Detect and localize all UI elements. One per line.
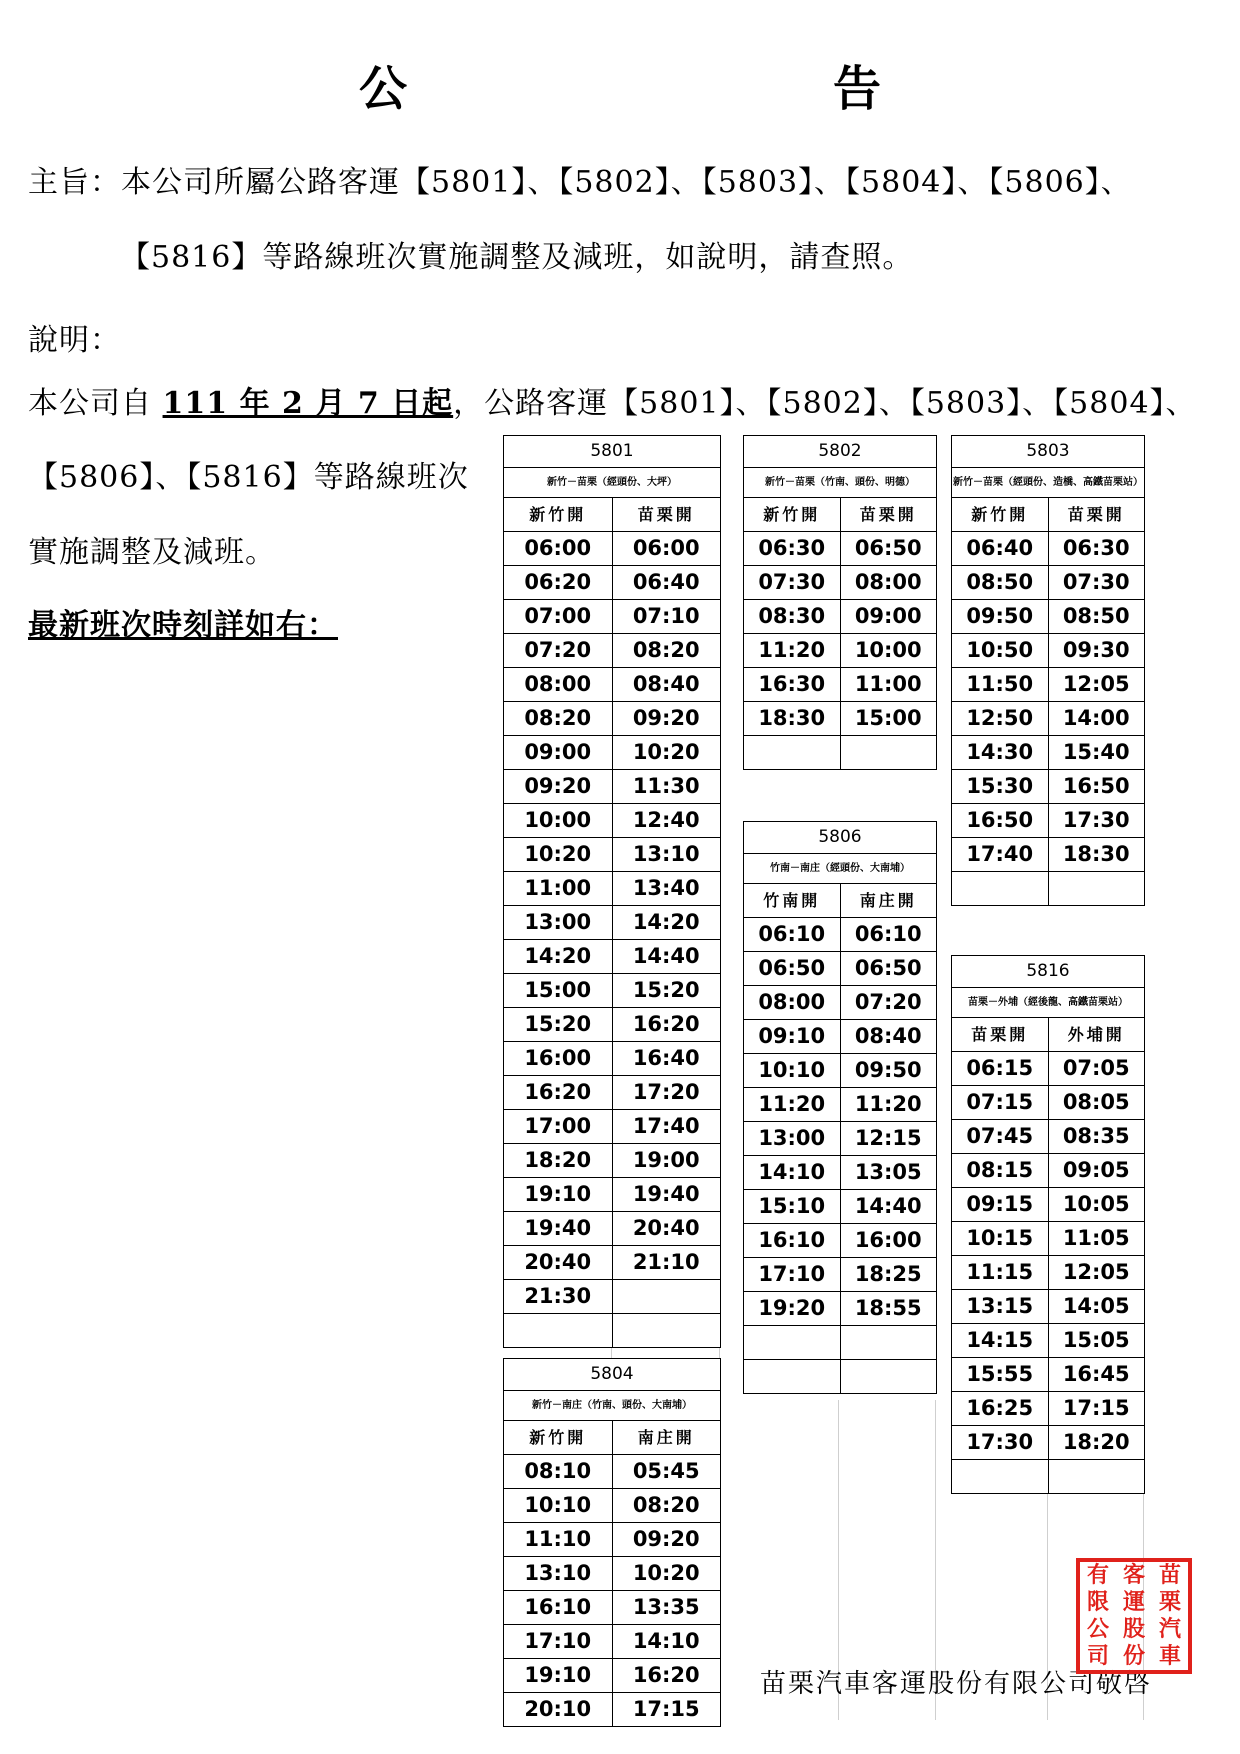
departure-time	[744, 1360, 840, 1393]
column-header: 新竹開	[763, 505, 821, 524]
table-row	[504, 1076, 720, 1110]
departure-time: 10:50	[966, 638, 1034, 662]
departure-time: 16:00	[524, 1046, 592, 1070]
departure-time: 14:10	[758, 1160, 826, 1184]
departure-time: 12:05	[1048, 668, 1145, 701]
table-row	[952, 872, 1144, 905]
departure-time: 05:45	[612, 1455, 721, 1488]
table-row	[744, 1292, 936, 1326]
departure-time: 09:20	[524, 774, 592, 798]
seal-character: 運	[1122, 1589, 1145, 1615]
table-row	[744, 1156, 936, 1190]
departure-time: 15:30	[966, 774, 1034, 798]
departure-time: 08:00	[758, 990, 826, 1014]
departure-time: 20:10	[524, 1697, 592, 1721]
table-row	[952, 600, 1144, 634]
table-row	[504, 1455, 720, 1489]
departure-time: 16:40	[612, 1042, 721, 1075]
departure-time	[612, 1280, 721, 1313]
table-row	[744, 532, 936, 566]
departure-time: 09:05	[1048, 1154, 1145, 1187]
departure-time: 14:30	[966, 740, 1034, 764]
table-row	[504, 1246, 720, 1280]
departure-time: 15:00	[524, 978, 592, 1002]
departure-time: 08:20	[612, 634, 721, 667]
seal-character: 公	[1086, 1616, 1109, 1642]
seal-character: 份	[1122, 1643, 1145, 1669]
departure-time	[744, 736, 840, 769]
departure-time: 14:40	[840, 1190, 937, 1223]
table-row	[504, 1110, 720, 1144]
table-row	[952, 702, 1144, 736]
departure-time: 06:20	[524, 570, 592, 594]
departure-time: 17:40	[612, 1110, 721, 1143]
table-row	[744, 918, 936, 952]
departure-time: 13:00	[524, 910, 592, 934]
departure-time: 09:50	[840, 1054, 937, 1087]
departure-time: 10:20	[612, 1557, 721, 1590]
column-header-row	[952, 1018, 1144, 1052]
departure-time: 07:05	[1048, 1052, 1145, 1085]
route-number: 5803	[952, 436, 1144, 468]
table-row	[744, 702, 936, 736]
departure-time: 08:15	[966, 1158, 1034, 1182]
column-header: 苗栗開	[840, 498, 937, 531]
departure-time: 17:40	[966, 842, 1034, 866]
departure-time: 21:30	[524, 1284, 592, 1308]
departure-time: 16:20	[612, 1008, 721, 1041]
table-row	[504, 1557, 720, 1591]
departure-time: 06:10	[758, 922, 826, 946]
departure-time: 06:15	[966, 1056, 1034, 1080]
explain-label: 說明：	[28, 323, 121, 358]
departure-time	[1048, 1460, 1145, 1493]
departure-time: 07:30	[758, 570, 826, 594]
departure-time: 08:35	[1048, 1120, 1145, 1153]
table-row	[744, 668, 936, 702]
departure-time: 07:15	[966, 1090, 1034, 1114]
table-row	[952, 1154, 1144, 1188]
table-row	[952, 1222, 1144, 1256]
departure-time: 18:25	[840, 1258, 937, 1291]
departure-time: 06:50	[758, 956, 826, 980]
table-row	[504, 1042, 720, 1076]
departure-time: 15:55	[966, 1362, 1034, 1386]
column-header-row	[744, 498, 936, 532]
table-row	[504, 974, 720, 1008]
table-row	[504, 1591, 720, 1625]
column-header: 南庄開	[840, 884, 937, 917]
departure-time: 17:10	[758, 1262, 826, 1286]
departure-time	[504, 1314, 612, 1347]
column-header: 新竹開	[971, 505, 1029, 524]
route-description: 新竹－苗栗（竹南、頭份、明德）	[744, 468, 936, 498]
table-row	[744, 986, 936, 1020]
departure-time: 16:50	[966, 808, 1034, 832]
table-row	[952, 634, 1144, 668]
route-description: 竹南－南庄（經頭份、大南埔）	[744, 854, 936, 884]
departure-time: 11:20	[840, 1088, 937, 1121]
departure-time: 17:10	[524, 1629, 592, 1653]
seal-character: 客	[1122, 1562, 1145, 1588]
departure-time: 15:20	[524, 1012, 592, 1036]
departure-time: 13:00	[758, 1126, 826, 1150]
route-number: 5816	[952, 956, 1144, 988]
table-row	[504, 1178, 720, 1212]
table-row	[504, 838, 720, 872]
table-row	[504, 940, 720, 974]
departure-time: 14:10	[612, 1625, 721, 1658]
page-title: 公 告	[358, 61, 991, 117]
body-line-2: 【5806】、【5816】等路線班次	[28, 460, 469, 495]
departure-time: 08:20	[524, 706, 592, 730]
departure-time: 10:10	[758, 1058, 826, 1082]
departure-time: 16:20	[612, 1659, 721, 1692]
departure-time: 11:30	[612, 770, 721, 803]
seal-character: 司	[1086, 1643, 1109, 1669]
table-row	[952, 1256, 1144, 1290]
table-row	[952, 838, 1144, 872]
departure-time: 18:20	[1048, 1426, 1145, 1459]
departure-time: 14:20	[524, 944, 592, 968]
table-row	[744, 600, 936, 634]
table-row	[504, 566, 720, 600]
column-header: 南庄開	[612, 1421, 721, 1454]
departure-time: 08:10	[524, 1459, 592, 1483]
departure-time: 06:50	[840, 952, 937, 985]
route-description: 新竹－苗栗（經頭份、大坪）	[504, 468, 720, 498]
table-row	[504, 1489, 720, 1523]
table-row	[952, 1358, 1144, 1392]
departure-time: 16:50	[1048, 770, 1145, 803]
departure-time: 20:40	[612, 1212, 721, 1245]
column-header: 苗栗開	[1048, 498, 1145, 531]
departure-time: 16:10	[524, 1595, 592, 1619]
departure-time: 08:05	[1048, 1086, 1145, 1119]
departure-time: 07:10	[612, 600, 721, 633]
departure-time: 12:15	[840, 1122, 937, 1155]
table-row	[504, 702, 720, 736]
table-row	[952, 1460, 1144, 1493]
departure-time: 09:00	[524, 740, 592, 764]
departure-time: 17:00	[524, 1114, 592, 1138]
subject-line-2: 【5816】等路線班次實施調整及減班，如說明，請查照。	[120, 240, 914, 275]
table-row	[504, 872, 720, 906]
departure-time: 13:35	[612, 1591, 721, 1624]
departure-time: 11:10	[524, 1527, 592, 1551]
table-row	[952, 668, 1144, 702]
departure-time: 08:30	[758, 604, 826, 628]
table-row	[744, 736, 936, 769]
schedule-table-5804	[503, 1358, 721, 1727]
departure-time: 08:40	[612, 668, 721, 701]
table-row	[504, 1625, 720, 1659]
table-row	[744, 1020, 936, 1054]
departure-time: 06:10	[840, 918, 937, 951]
column-header-row	[744, 884, 936, 918]
route-description: 新竹－苗栗（經頭份、造橋、高鐵苗栗站）	[952, 468, 1144, 498]
departure-time: 11:05	[1048, 1222, 1145, 1255]
departure-time: 09:15	[966, 1192, 1034, 1216]
departure-time: 10:00	[524, 808, 592, 832]
departure-time: 16:10	[758, 1228, 826, 1252]
departure-time: 15:20	[612, 974, 721, 1007]
schedule-table-5803	[951, 435, 1145, 906]
departure-time: 21:10	[612, 1246, 721, 1279]
table-row	[504, 1659, 720, 1693]
departure-time: 17:15	[1048, 1392, 1145, 1425]
departure-time: 08:00	[840, 566, 937, 599]
departure-time: 20:40	[524, 1250, 592, 1274]
table-row	[504, 1144, 720, 1178]
departure-time: 19:10	[524, 1663, 592, 1687]
departure-time: 06:00	[612, 532, 721, 565]
departure-time	[744, 1326, 840, 1359]
departure-time: 06:30	[758, 536, 826, 560]
table-row	[952, 566, 1144, 600]
table-row	[744, 1258, 936, 1292]
departure-time: 13:40	[612, 872, 721, 905]
departure-time: 11:15	[966, 1260, 1034, 1284]
table-row	[504, 770, 720, 804]
departure-time: 06:30	[1048, 532, 1145, 565]
departure-time	[952, 872, 1048, 905]
route-number: 5806	[744, 822, 936, 854]
column-header-row	[504, 1421, 720, 1455]
schedule-table-5801	[503, 435, 721, 1348]
departure-time: 09:50	[966, 604, 1034, 628]
departure-time: 15:05	[1048, 1324, 1145, 1357]
table-row	[744, 1224, 936, 1258]
table-row	[744, 1088, 936, 1122]
seal-character: 栗	[1158, 1589, 1181, 1615]
departure-time: 11:20	[758, 1092, 826, 1116]
company-seal	[1076, 1558, 1192, 1674]
departure-time: 08:50	[966, 570, 1034, 594]
departure-time: 10:20	[612, 736, 721, 769]
departure-time: 18:55	[840, 1292, 937, 1325]
table-row	[504, 1314, 720, 1347]
table-row	[504, 804, 720, 838]
departure-time: 19:00	[612, 1144, 721, 1177]
column-header: 外埔開	[1048, 1018, 1145, 1051]
departure-time: 06:50	[840, 532, 937, 565]
table-row	[952, 1392, 1144, 1426]
departure-time: 17:30	[966, 1430, 1034, 1454]
departure-time: 09:00	[840, 600, 937, 633]
body-suffix: ，公路客運【5801】、【5802】、【5803】、【5804】、	[453, 386, 1197, 421]
seal-character: 股	[1122, 1616, 1145, 1642]
schedule-table-5802	[743, 435, 937, 770]
table-row	[744, 1122, 936, 1156]
column-header: 苗栗開	[971, 1025, 1029, 1044]
departure-time: 09:30	[1048, 634, 1145, 667]
departure-time: 08:00	[524, 672, 592, 696]
body-prefix: 本公司自	[28, 386, 152, 421]
table-row	[952, 1188, 1144, 1222]
departure-time: 11:00	[840, 668, 937, 701]
table-row	[952, 1426, 1144, 1460]
seal-character: 限	[1086, 1589, 1109, 1615]
table-row	[504, 532, 720, 566]
seal-character: 有	[1086, 1562, 1109, 1588]
departure-time: 09:20	[612, 1523, 721, 1556]
table-row	[504, 600, 720, 634]
departure-time: 14:15	[966, 1328, 1034, 1352]
column-header: 新竹開	[529, 1428, 587, 1447]
route-number: 5804	[504, 1359, 720, 1391]
table-row	[744, 952, 936, 986]
table-row	[952, 1290, 1144, 1324]
departure-time: 10:20	[524, 842, 592, 866]
departure-time	[840, 736, 937, 769]
table-row	[744, 1360, 936, 1393]
table-row	[952, 804, 1144, 838]
column-header-row	[504, 498, 720, 532]
departure-time: 11:20	[758, 638, 826, 662]
departure-time: 17:30	[1048, 804, 1145, 837]
departure-time: 10:15	[966, 1226, 1034, 1250]
table-row	[504, 1008, 720, 1042]
departure-time: 13:15	[966, 1294, 1034, 1318]
departure-time: 06:40	[612, 566, 721, 599]
departure-time: 18:20	[524, 1148, 592, 1172]
departure-time: 14:05	[1048, 1290, 1145, 1323]
departure-time: 07:45	[966, 1124, 1034, 1148]
column-header: 新竹開	[529, 505, 587, 524]
table-row	[952, 1086, 1144, 1120]
departure-time: 07:20	[524, 638, 592, 662]
departure-time: 06:00	[524, 536, 592, 560]
subject-line-1: 主旨：本公司所屬公路客運【5801】、【5802】、【5803】、【5804】、【5806】、	[28, 165, 1132, 200]
departure-time: 09:10	[758, 1024, 826, 1048]
departure-time: 14:00	[1048, 702, 1145, 735]
departure-time: 10:05	[1048, 1188, 1145, 1221]
schedule-table-5816	[951, 955, 1145, 1494]
column-header: 竹南開	[763, 891, 821, 910]
departure-time: 12:05	[1048, 1256, 1145, 1289]
table-row	[952, 1052, 1144, 1086]
departure-time	[840, 1360, 937, 1393]
table-row	[504, 1212, 720, 1246]
table-row	[952, 1120, 1144, 1154]
departure-time: 11:50	[966, 672, 1034, 696]
departure-time: 12:40	[612, 804, 721, 837]
departure-time: 07:30	[1048, 566, 1145, 599]
departure-time: 14:40	[612, 940, 721, 973]
departure-time: 08:50	[1048, 600, 1145, 633]
route-description: 新竹－南庄（竹南、頭份、大南埔）	[504, 1391, 720, 1421]
table-row	[952, 736, 1144, 770]
departure-time: 12:50	[966, 706, 1034, 730]
seal-character: 汽	[1158, 1616, 1181, 1642]
departure-time: 17:20	[612, 1076, 721, 1109]
table-row	[504, 1523, 720, 1557]
table-row	[952, 1324, 1144, 1358]
departure-time: 15:00	[840, 702, 937, 735]
departure-time: 10:00	[840, 634, 937, 667]
departure-time: 13:05	[840, 1156, 937, 1189]
route-description: 苗栗－外埔（經後龍、高鐵苗栗站）	[952, 988, 1144, 1018]
departure-time: 06:40	[966, 536, 1034, 560]
company-signature: 苗栗汽車客運股份有限公司敬啓	[760, 1669, 1153, 1699]
table-row	[744, 1190, 936, 1224]
departure-time: 07:00	[524, 604, 592, 628]
departure-time: 14:20	[612, 906, 721, 939]
departure-time: 19:40	[612, 1178, 721, 1211]
table-row	[504, 906, 720, 940]
table-row	[504, 668, 720, 702]
table-row	[744, 634, 936, 668]
route-number: 5802	[744, 436, 936, 468]
departure-time: 16:20	[524, 1080, 592, 1104]
table-row	[744, 1054, 936, 1088]
table-row	[952, 770, 1144, 804]
departure-time: 13:10	[612, 838, 721, 871]
departure-time	[1048, 872, 1145, 905]
body-line-1	[28, 378, 1197, 422]
body-line-3: 實施調整及減班。	[28, 535, 276, 570]
body-line-4: 最新班次時刻詳如右：	[28, 608, 338, 643]
departure-time: 17:15	[612, 1693, 721, 1726]
table-row	[744, 1326, 936, 1360]
departure-time: 13:10	[524, 1561, 592, 1585]
seal-character: 苗	[1158, 1562, 1181, 1588]
departure-time: 19:10	[524, 1182, 592, 1206]
table-row	[504, 634, 720, 668]
table-row	[504, 736, 720, 770]
departure-time: 16:30	[758, 672, 826, 696]
table-row	[504, 1693, 720, 1726]
table-row	[504, 1280, 720, 1314]
departure-time: 09:20	[612, 702, 721, 735]
table-row	[744, 566, 936, 600]
departure-time	[612, 1314, 721, 1347]
schedule-table-5806	[743, 821, 937, 1394]
departure-time	[952, 1460, 1048, 1493]
column-header-row	[952, 498, 1144, 532]
departure-time: 18:30	[1048, 838, 1145, 871]
departure-time: 18:30	[758, 706, 826, 730]
departure-time: 15:10	[758, 1194, 826, 1218]
departure-time: 19:20	[758, 1296, 826, 1320]
departure-time	[840, 1326, 937, 1359]
departure-time: 16:45	[1048, 1358, 1145, 1391]
departure-time: 11:00	[524, 876, 592, 900]
departure-time: 07:20	[840, 986, 937, 1019]
departure-time: 10:10	[524, 1493, 592, 1517]
table-row	[952, 532, 1144, 566]
departure-time: 15:40	[1048, 736, 1145, 769]
departure-time: 16:25	[966, 1396, 1034, 1420]
seal-character: 車	[1158, 1643, 1181, 1669]
departure-time: 08:40	[840, 1020, 937, 1053]
departure-time: 19:40	[524, 1216, 592, 1240]
departure-time: 08:20	[612, 1489, 721, 1522]
column-header: 苗栗開	[612, 498, 721, 531]
route-number: 5801	[504, 436, 720, 468]
effective-date: 111 年 2 月 7 日起	[162, 386, 454, 421]
departure-time: 16:00	[840, 1224, 937, 1257]
